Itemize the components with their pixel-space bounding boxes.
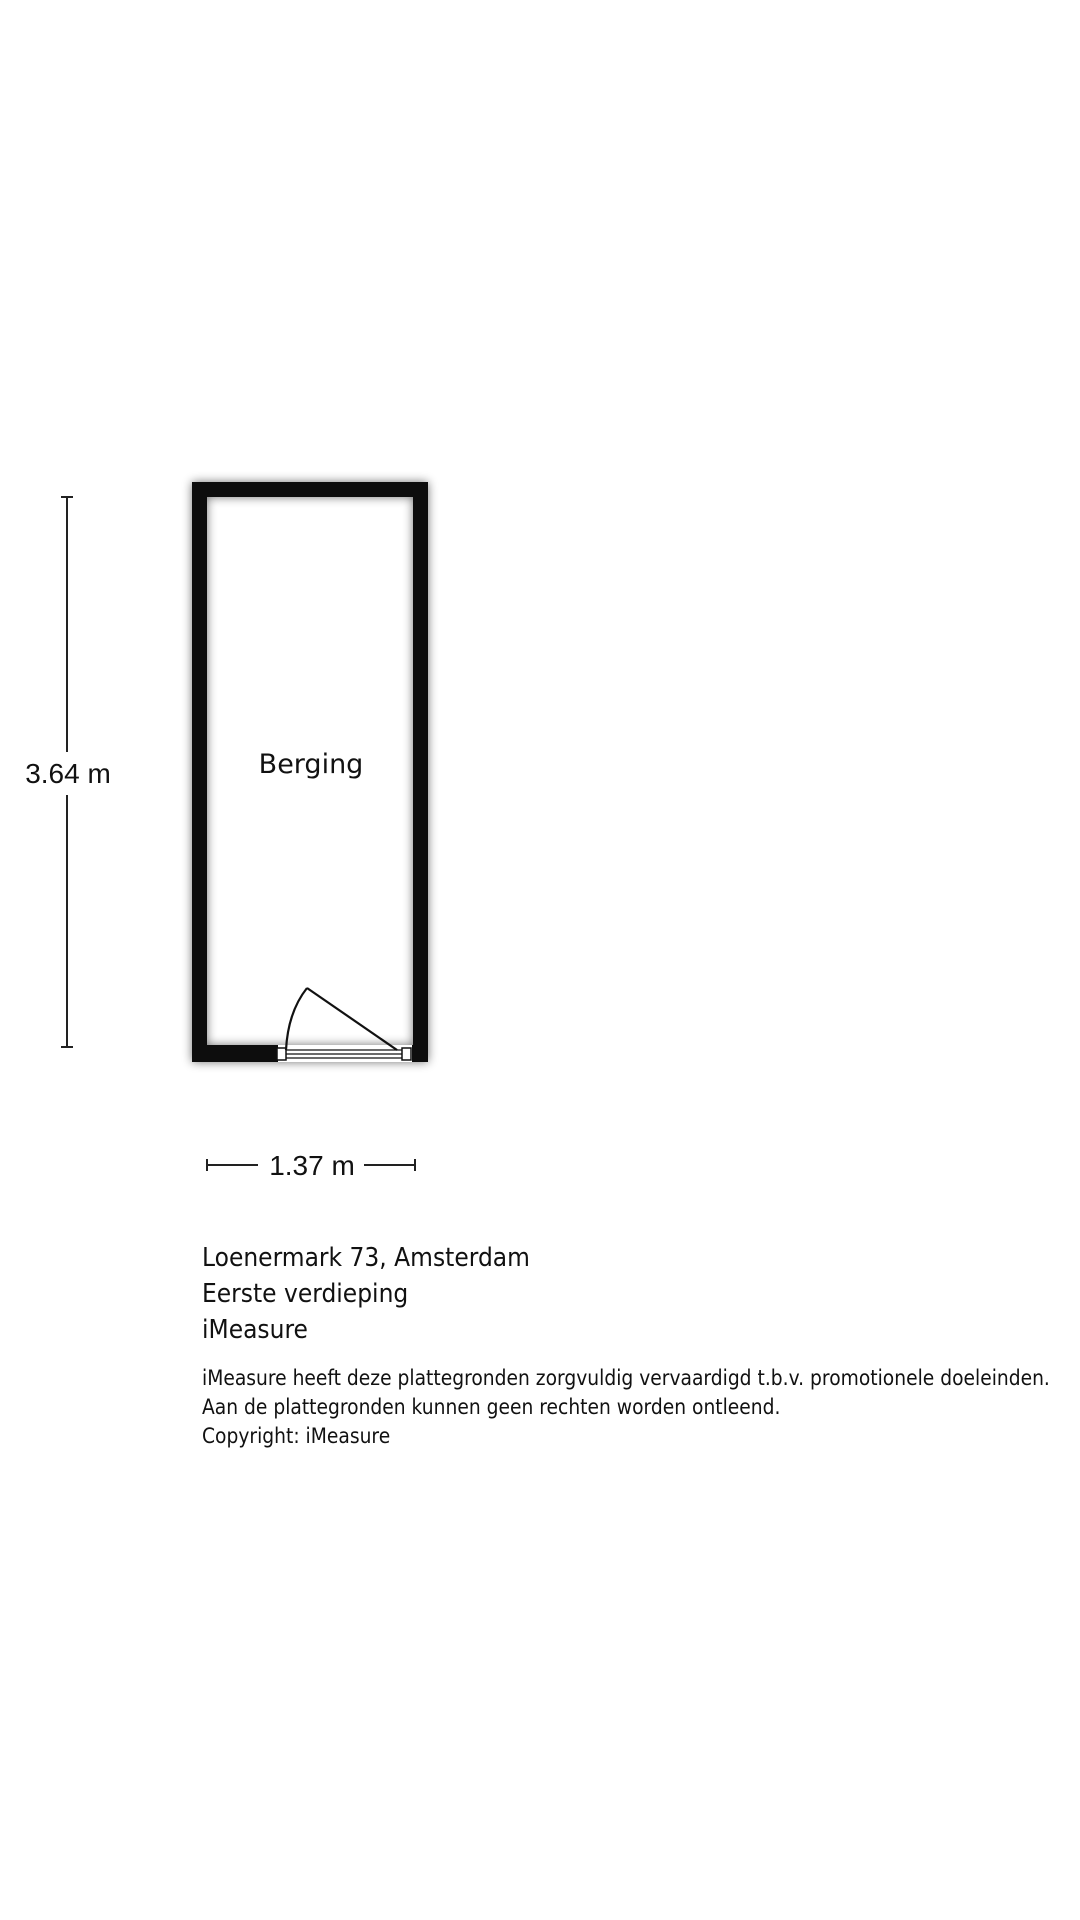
door: [277, 988, 412, 1062]
disclaimer-line: Aan de plattegronden kunnen geen rechten worden ontleend.: [202, 1395, 781, 1419]
width-label: 1.37 m: [269, 1150, 355, 1181]
height-dimension: [25, 497, 111, 1047]
door-jamb-right: [402, 1048, 411, 1060]
disclaimer-line: iMeasure heeft deze plattegronden zorgvuldig vervaardigd t.b.v. promotionele doeleinden.: [202, 1366, 1050, 1390]
door-swing-arc: [286, 988, 307, 1050]
door-jamb-left: [277, 1048, 286, 1060]
width-dimension: [207, 1150, 415, 1181]
info-block: [202, 1240, 1062, 1451]
disclaimer: [202, 1364, 1062, 1451]
floor-name: Eerste verdieping: [202, 1279, 409, 1309]
height-label: 3.64 m: [25, 758, 111, 789]
company-name: iMeasure: [202, 1315, 308, 1345]
copyright-line: Copyright: iMeasure: [202, 1424, 391, 1448]
address: Loenermark 73, Amsterdam: [202, 1243, 530, 1273]
door-leaf: [307, 988, 397, 1050]
room-label: Berging: [258, 749, 364, 780]
